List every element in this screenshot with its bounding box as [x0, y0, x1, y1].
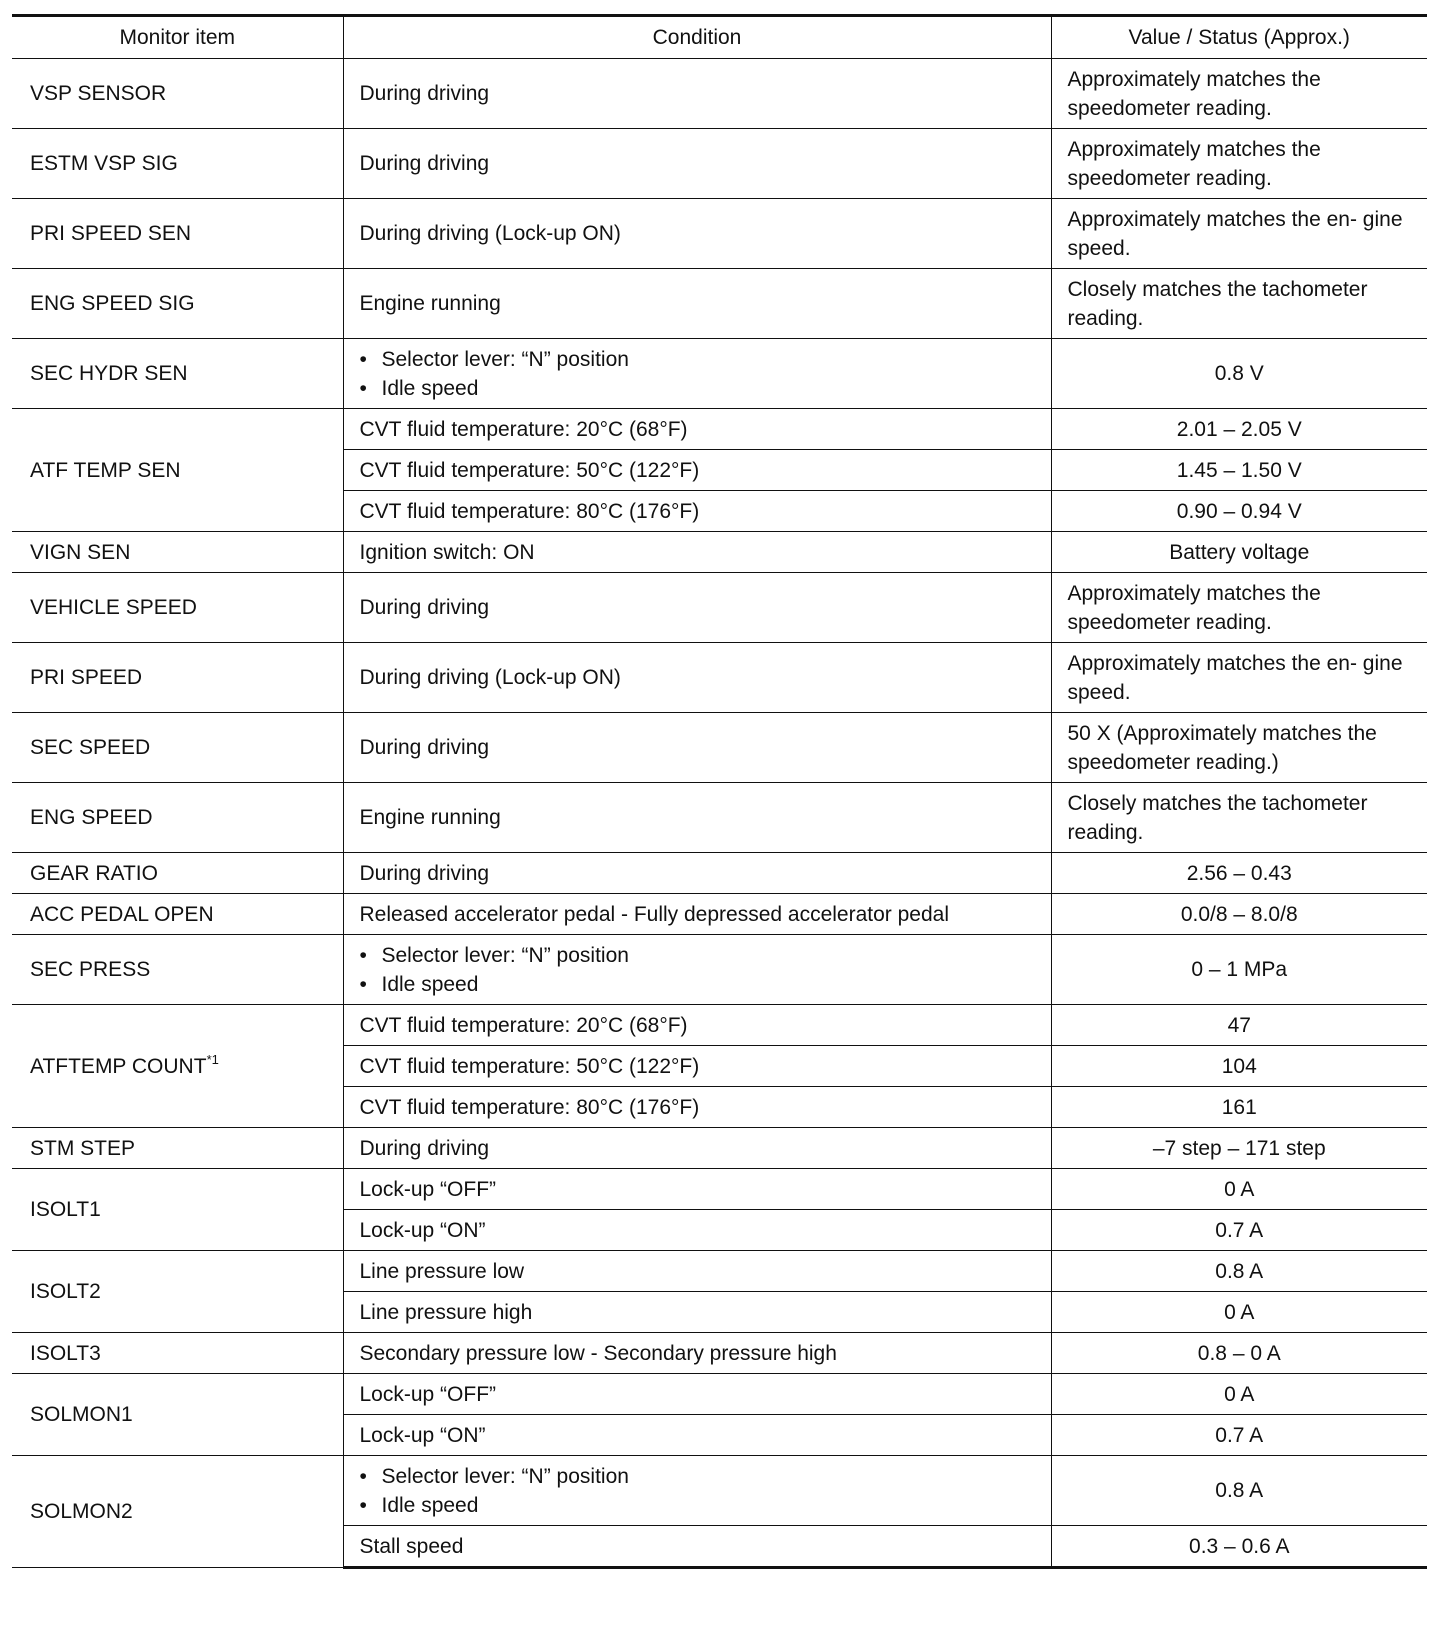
monitor-item-cell: ENG SPEED SIG [12, 269, 343, 339]
table-row [12, 129, 1427, 199]
condition-bullet: • Selector lever: “N” position [360, 941, 1035, 970]
value-cell: Approximately matches the speedometer reading. [1051, 129, 1427, 199]
condition-cell: Line pressure low [343, 1251, 1051, 1292]
monitor-item-label: ATFTEMP COUNT [30, 1054, 207, 1078]
value-cell: 0 A [1051, 1292, 1427, 1333]
table-row [12, 1128, 1427, 1169]
value-cell: 0.0/8 – 8.0/8 [1051, 894, 1427, 935]
condition-cell: During driving [343, 573, 1051, 643]
value-cell: Closely matches the tachometer reading. [1051, 269, 1427, 339]
value-cell: 2.01 – 2.05 V [1051, 409, 1427, 450]
monitor-item-cell: SOLMON1 [12, 1374, 343, 1456]
condition-cell: CVT fluid temperature: 80°C (176°F) [343, 1087, 1051, 1128]
condition-bullet: • Idle speed [360, 374, 1035, 403]
monitor-item-cell: SEC PRESS [12, 935, 343, 1005]
condition-bullet: • Idle speed [360, 970, 1035, 999]
table-row [12, 1333, 1427, 1374]
monitor-item-cell: PRI SPEED SEN [12, 199, 343, 269]
value-cell: 104 [1051, 1046, 1427, 1087]
condition-bullet: • Idle speed [360, 1491, 1035, 1520]
value-cell: 1.45 – 1.50 V [1051, 450, 1427, 491]
table-row [12, 853, 1427, 894]
monitor-item-cell: SEC HYDR SEN [12, 339, 343, 409]
value-cell: Approximately matches the en- gine speed. [1051, 199, 1427, 269]
header-value: Value / Status (Approx.) [1051, 16, 1427, 59]
condition-cell: CVT fluid temperature: 20°C (68°F) [343, 1005, 1051, 1046]
value-cell: 0.8 V [1051, 339, 1427, 409]
table-row [12, 643, 1427, 713]
table-row [12, 783, 1427, 853]
table-row [12, 1005, 1427, 1046]
table-row [12, 713, 1427, 783]
value-cell: 0.8 A [1051, 1251, 1427, 1292]
monitor-spec-table [12, 14, 1427, 1569]
table-row [12, 894, 1427, 935]
monitor-item-cell: VIGN SEN [12, 532, 343, 573]
condition-cell: Lock-up “OFF” [343, 1374, 1051, 1415]
value-cell: 0.3 – 0.6 A [1051, 1526, 1427, 1568]
condition-cell: CVT fluid temperature: 50°C (122°F) [343, 1046, 1051, 1087]
value-cell: Approximately matches the en- gine speed. [1051, 643, 1427, 713]
monitor-item-cell: ACC PEDAL OPEN [12, 894, 343, 935]
value-cell: Approximately matches the speedometer reading. [1051, 59, 1427, 129]
condition-cell: Engine running [343, 783, 1051, 853]
condition-cell: CVT fluid temperature: 20°C (68°F) [343, 409, 1051, 450]
monitor-item-cell: SEC SPEED [12, 713, 343, 783]
monitor-item-cell: ATF TEMP SEN [12, 409, 343, 532]
monitor-item-cell: STM STEP [12, 1128, 343, 1169]
value-cell: 2.56 – 0.43 [1051, 853, 1427, 894]
condition-bullet-list [360, 345, 1035, 403]
condition-cell: Released accelerator pedal - Fully depressed accelerator pedal [343, 894, 1051, 935]
condition-cell: Lock-up “ON” [343, 1210, 1051, 1251]
value-cell: 0.8 A [1051, 1456, 1427, 1526]
condition-cell: During driving [343, 59, 1051, 129]
condition-cell: Line pressure high [343, 1292, 1051, 1333]
value-cell: Battery voltage [1051, 532, 1427, 573]
condition-bullet-list [360, 1462, 1035, 1520]
value-cell: Approximately matches the speedometer reading. [1051, 573, 1427, 643]
condition-cell [343, 935, 1051, 1005]
monitor-item-cell: PRI SPEED [12, 643, 343, 713]
value-cell: 0.8 – 0 A [1051, 1333, 1427, 1374]
table-row [12, 409, 1427, 450]
condition-cell: Ignition switch: ON [343, 532, 1051, 573]
value-cell: 0.90 – 0.94 V [1051, 491, 1427, 532]
table-row [12, 199, 1427, 269]
monitor-item-cell: ISOLT1 [12, 1169, 343, 1251]
condition-cell: Stall speed [343, 1526, 1051, 1568]
table-row [12, 935, 1427, 1005]
table-row [12, 269, 1427, 339]
spec-page [12, 14, 1427, 1569]
table-row [12, 1456, 1427, 1526]
table-row [12, 532, 1427, 573]
value-cell: 0.7 A [1051, 1415, 1427, 1456]
monitor-item-cell: SOLMON2 [12, 1456, 343, 1568]
condition-cell: CVT fluid temperature: 80°C (176°F) [343, 491, 1051, 532]
value-cell: 0 A [1051, 1169, 1427, 1210]
value-cell: 0 A [1051, 1374, 1427, 1415]
monitor-item-cell: VSP SENSOR [12, 59, 343, 129]
value-cell: 161 [1051, 1087, 1427, 1128]
footnote-marker: *1 [206, 1051, 219, 1067]
value-cell: Closely matches the tachometer reading. [1051, 783, 1427, 853]
monitor-item-cell: ENG SPEED [12, 783, 343, 853]
condition-cell: During driving [343, 129, 1051, 199]
monitor-item-cell [12, 1005, 343, 1128]
monitor-item-cell: GEAR RATIO [12, 853, 343, 894]
condition-cell: CVT fluid temperature: 50°C (122°F) [343, 450, 1051, 491]
condition-cell [343, 339, 1051, 409]
condition-bullet: • Selector lever: “N” position [360, 345, 1035, 374]
value-cell: 50 X (Approximately matches the speedometer reading.) [1051, 713, 1427, 783]
value-cell: 0 – 1 MPa [1051, 935, 1427, 1005]
table-row [12, 59, 1427, 129]
table-row [12, 1374, 1427, 1415]
condition-cell: During driving (Lock-up ON) [343, 199, 1051, 269]
table-row [12, 573, 1427, 643]
table-header-row [12, 16, 1427, 59]
monitor-item-cell: ESTM VSP SIG [12, 129, 343, 199]
table-row [12, 339, 1427, 409]
condition-cell: During driving [343, 713, 1051, 783]
condition-cell: During driving [343, 853, 1051, 894]
condition-cell [343, 1456, 1051, 1526]
monitor-item-cell: ISOLT3 [12, 1333, 343, 1374]
table-row [12, 1169, 1427, 1210]
condition-cell: During driving [343, 1128, 1051, 1169]
table-row [12, 1251, 1427, 1292]
condition-cell: Engine running [343, 269, 1051, 339]
monitor-item-cell: ISOLT2 [12, 1251, 343, 1333]
value-cell: 0.7 A [1051, 1210, 1427, 1251]
header-monitor-item: Monitor item [12, 16, 343, 59]
header-condition: Condition [343, 16, 1051, 59]
condition-cell: During driving (Lock-up ON) [343, 643, 1051, 713]
condition-cell: Lock-up “ON” [343, 1415, 1051, 1456]
condition-bullet-list [360, 941, 1035, 999]
condition-cell: Secondary pressure low - Secondary pressure high [343, 1333, 1051, 1374]
value-cell: 47 [1051, 1005, 1427, 1046]
condition-bullet: • Selector lever: “N” position [360, 1462, 1035, 1491]
value-cell: –7 step – 171 step [1051, 1128, 1427, 1169]
monitor-item-cell: VEHICLE SPEED [12, 573, 343, 643]
condition-cell: Lock-up “OFF” [343, 1169, 1051, 1210]
